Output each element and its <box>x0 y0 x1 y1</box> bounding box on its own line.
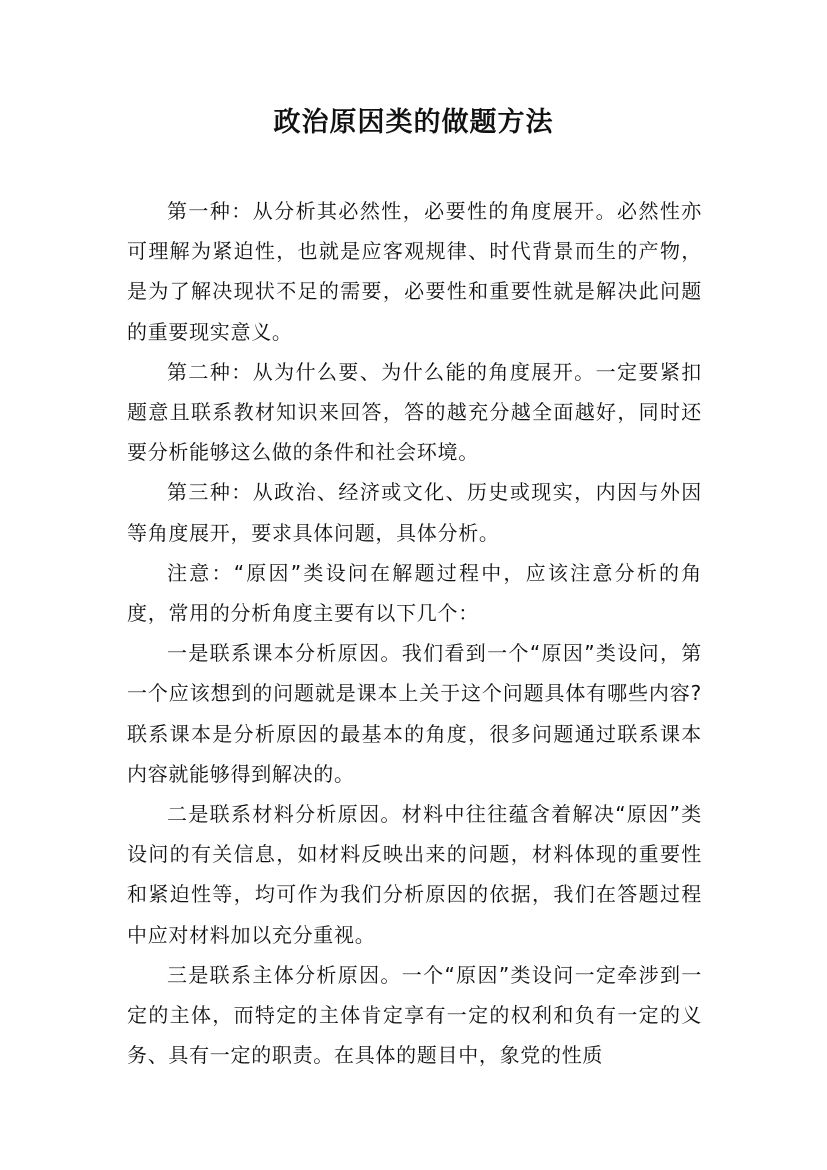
paragraph-5: 一是联系课本分析原因。我们看到一个“原因”类设问，第一个应该想到的问题就是课本上关于这个问题具体有哪些内容?联系课本是分析原因的最基本的角度，很多问题通过联系课本内容就能够得到解决的。 <box>127 641 702 786</box>
paragraph-4: 注意：“原因”类设问在解题过程中，应该注意分析的角度，常用的分析角度主要有以下几个： <box>127 560 702 626</box>
page-title: 政治原因类的做题方法 <box>273 107 554 138</box>
document-body <box>127 191 702 1075</box>
paragraph-2: 第二种：从为什么要、为什么能的角度展开。一定要紧扣题意且联系教材知识来回答，答的越充分越全面越好，同时还要分析能够这么做的条件和社会环境。 <box>127 359 702 465</box>
paragraph-7: 三是联系主体分析原因。一个“原因”类设问一定牵涉到一定的主体，而特定的主体肯定享有一定的权利和负有一定的义务、具有一定的职责。在具体的题目中，象党的性质 <box>127 962 702 1068</box>
paragraph-3: 第三种：从政治、经济或文化、历史或现实，内因与外因等角度展开，要求具体问题，具体分析。 <box>127 480 702 545</box>
paragraph-6: 二是联系材料分析原因。材料中往往蕴含着解决“原因”类设问的有关信息，如材料反映出来的问题，材料体现的重要性和紧迫性等，均可作为我们分析原因的依据，我们在答题过程中应对材料加以充分重视。 <box>127 802 702 947</box>
paragraph-1: 第一种：从分析其必然性，必要性的角度展开。必然性亦可理解为紧迫性，也就是应客观规律、时代背景而生的产物，是为了解决现状不足的需要，必要性和重要性就是解决此问题的重要现实意义。 <box>127 199 702 344</box>
